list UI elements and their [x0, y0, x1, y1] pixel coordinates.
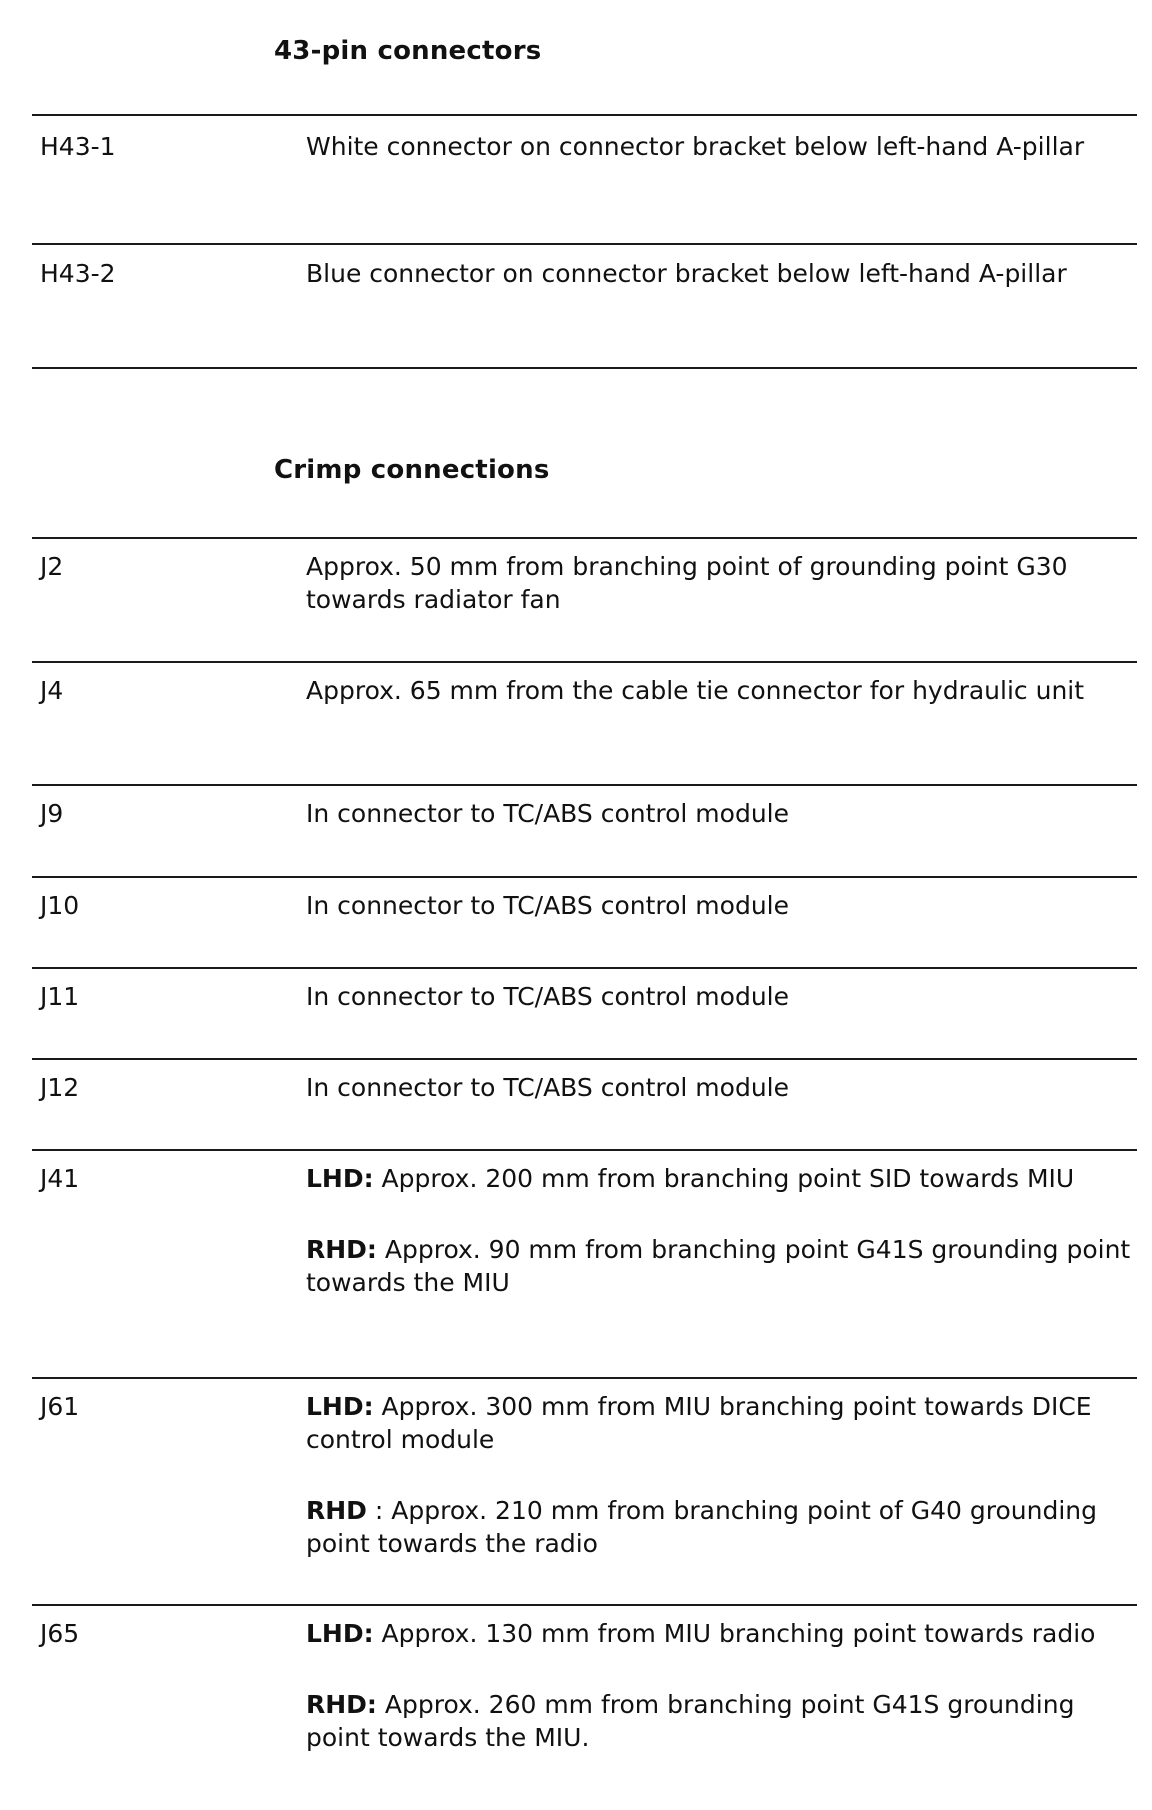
description-paragraph-rhd: [306, 1688, 1136, 1754]
description-paragraph: [306, 889, 1136, 922]
paragraph-text: Blue connector on connector bracket below left-hand A-pillar: [306, 259, 1067, 288]
paragraph-text: Approx. 300 mm from MIU branching point towards DICE control module: [306, 1392, 1092, 1454]
description-paragraph: [306, 257, 1136, 290]
connection-description: [306, 1390, 1136, 1560]
paragraph-label: LHD:: [306, 1392, 374, 1421]
paragraph-label: LHD:: [306, 1619, 374, 1648]
connection-code: J11: [40, 982, 80, 1011]
table-rule: [32, 967, 1137, 969]
table-rule: [32, 537, 1137, 539]
connection-description: [306, 889, 1136, 922]
connection-code: J4: [40, 676, 64, 705]
connection-description: [306, 1162, 1136, 1299]
description-paragraph: [306, 674, 1136, 707]
paragraph-text: Approx. 130 mm from MIU branching point towards radio: [373, 1619, 1096, 1648]
connector-description: [306, 257, 1136, 290]
connection-description: [306, 1617, 1136, 1754]
description-paragraph-rhd: [306, 1233, 1136, 1299]
connection-code: J12: [40, 1073, 80, 1102]
description-paragraph-lhd: [306, 1617, 1136, 1650]
connector-description: [306, 130, 1136, 163]
connection-code: J9: [40, 799, 64, 828]
table-rule: [32, 661, 1137, 663]
table-rule: [32, 1604, 1137, 1606]
table-rule: [32, 367, 1137, 369]
connector-code: H43-2: [40, 259, 116, 288]
paragraph-text: Approx. 200 mm from branching point SID towards MIU: [373, 1164, 1075, 1193]
paragraph-text: In connector to TC/ABS control module: [306, 799, 789, 828]
connection-description: [306, 674, 1136, 707]
table-rule: [32, 784, 1137, 786]
paragraph-label: RHD:: [306, 1235, 377, 1264]
connection-description: [306, 1071, 1136, 1104]
section-title-43-pin: 43-pin connectors: [274, 36, 542, 66]
connection-code: J41: [40, 1164, 80, 1193]
paragraph-text: In connector to TC/ABS control module: [306, 891, 789, 920]
connection-description: [306, 980, 1136, 1013]
description-paragraph: [306, 550, 1136, 616]
connection-code: J65: [40, 1619, 80, 1648]
table-rule: [32, 876, 1137, 878]
paragraph-text: Approx. 50 mm from branching point of grounding point G30 towards radiator fan: [306, 552, 1068, 614]
description-paragraph: [306, 797, 1136, 830]
description-paragraph: [306, 1071, 1136, 1104]
connection-description: [306, 797, 1136, 830]
description-paragraph-rhd: [306, 1494, 1136, 1560]
description-paragraph-lhd: [306, 1162, 1136, 1195]
section-title-crimp: Crimp connections: [274, 455, 550, 485]
connection-code: J2: [40, 552, 64, 581]
connection-description: [306, 550, 1136, 616]
description-paragraph: [306, 130, 1136, 163]
connection-code: J10: [40, 891, 80, 920]
paragraph-text: Approx. 260 mm from branching point G41S grounding point towards the MIU.: [306, 1690, 1075, 1752]
connector-code: H43-1: [40, 132, 116, 161]
paragraph-text: : Approx. 210 mm from branching point of G40 grounding point towards the radio: [306, 1496, 1097, 1558]
table-rule: [32, 243, 1137, 245]
paragraph-label: RHD: [306, 1496, 367, 1525]
table-rule: [32, 1149, 1137, 1151]
table-rule: [32, 1058, 1137, 1060]
description-paragraph: [306, 980, 1136, 1013]
table-rule: [32, 1377, 1137, 1379]
paragraph-text: Approx. 90 mm from branching point G41S grounding point towards the MIU: [306, 1235, 1131, 1297]
connection-code: J61: [40, 1392, 80, 1421]
paragraph-text: Approx. 65 mm from the cable tie connector for hydraulic unit: [306, 676, 1085, 705]
paragraph-label: LHD:: [306, 1164, 374, 1193]
table-rule: [32, 114, 1137, 116]
paragraph-text: In connector to TC/ABS control module: [306, 1073, 789, 1102]
paragraph-text: In connector to TC/ABS control module: [306, 982, 789, 1011]
paragraph-label: RHD:: [306, 1690, 377, 1719]
description-paragraph-lhd: [306, 1390, 1136, 1456]
paragraph-text: White connector on connector bracket below left-hand A-pillar: [306, 132, 1085, 161]
